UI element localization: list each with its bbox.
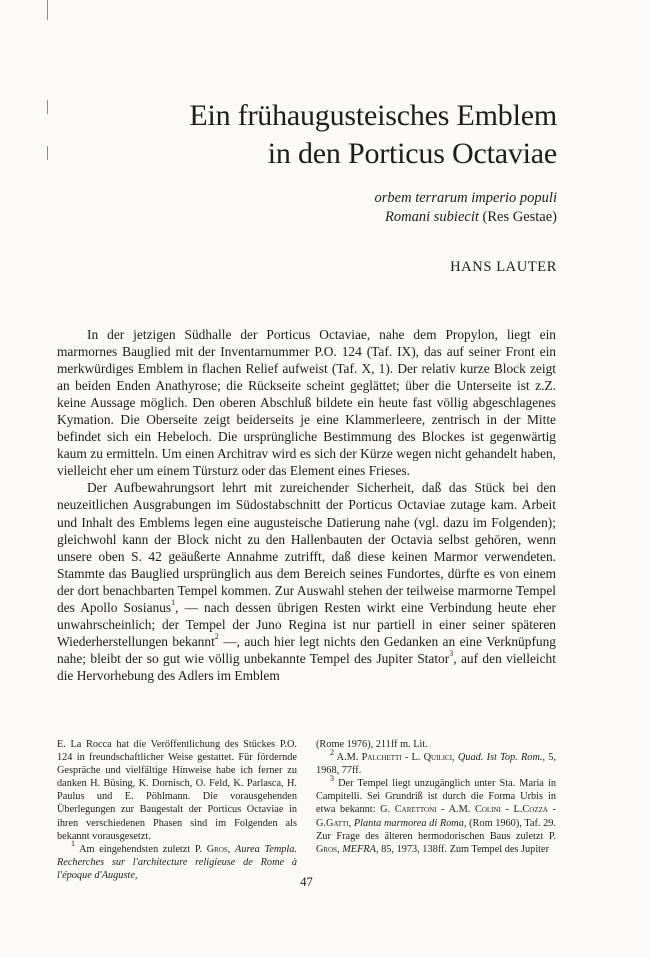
footnote-text: Der Tempel liegt unzugänglich unter Sta. Maria in Campitelli. Sei Grundriß ist durch die Forma Urbis in etwa bekannt: G. — [316, 778, 556, 816]
footnote-text: , — [348, 817, 354, 829]
footnote-text: Am eingehendsten zuletzt P. — [75, 843, 207, 855]
footnote-text: A.M. — [334, 752, 362, 764]
acknowledgement-note: E. La Rocca hat die Veröffentlichung des Stückes P.O. 124 in freundschaftlicher Weise gestattet. Für fördernde Gespräche und vielfältige Hinweise habe ich ferner zu danken H. Büsing, K. Dornisch, O. Feld, K. Parlasca, H. Paulus und E. Pöhlmann. Die vorausgehenden Überlegungen zur Baugestalt der Porticus Octaviae in ihren verschiedenen Phasen sind im Folgenden als bekannt vorausgesetzt. — [57, 739, 297, 842]
author-name: HANS LAUTER — [450, 259, 557, 275]
footnotes — [57, 738, 556, 882]
footnote-author: Carettoni - A.M. Colini - L.Cozza - G.Gatti — [316, 804, 556, 829]
paragraph-2-part: , — nach dessen übrigen Resten wirkt eine Verbindung heute eher unwahrscheinlich; der Tempel der Juno Regina ist nur partiell in einer seiner späteren Wiederherstellungen bekannt — [57, 599, 556, 649]
footnote-ref-1[interactable]: 1 — [171, 598, 176, 608]
paragraph-2-part: , auf den vielleicht die Hervorhebung des Adlers im Emblem — [57, 650, 556, 683]
footnote-work-title: Quad. Ist Top. Rom., — [457, 752, 546, 764]
footnote-author: Gros — [316, 843, 338, 855]
paragraph-1: In der jetzigen Südhalle der Porticus Octaviae, nahe dem Propylon, liegt ein marmornes Bauglied mit der Inventarnummer P.O. 124 (Taf. IX), das auf seiner Front ein merkwürdiges Emblem in flachen Relief aufweist (Taf. X, 1). Der relativ kurze Block zeigt an beiden Enden Anathyrose; die Rückseite scheint geglättet; über die Unterseite ist z.Z. keine Aussage möglich. Den oberen Abschluß bildete ein heute fast völlig abgeschlagenes Kymation. Die Oberseite zeigt beiderseits je eine Klammerleere, zentrisch in der Mitte befindet sich ein Hebeloch. Die ursprüngliche Bestimmung des Blockes ist gegenwärtig kaum zu ermitteln. Um einen Architrav wird es sich der Kürze wegen nicht gehandelt haben, vielleicht eher um einem Türsturz oder das Element eines Frieses. — [57, 327, 556, 479]
footnote-number: 1 — [71, 839, 75, 849]
footnote-2 — [316, 747, 556, 777]
paragraph-2 — [57, 479, 556, 684]
title-line-2: in den Porticus Octaviae — [267, 137, 557, 170]
epigraph-line-1: orbem terrarum imperio populi — [374, 190, 557, 206]
scan-edge-mark — [47, 100, 48, 114]
epigraph-line-2: Romani subiecit — [385, 209, 479, 225]
main-text — [57, 326, 556, 684]
footnote-number: 2 — [330, 747, 334, 757]
scan-edge-mark — [47, 0, 48, 20]
footnotes-left-column — [57, 738, 297, 882]
footnote-author: Gros — [206, 843, 228, 855]
epigraph-source: (Res Gestae) — [478, 209, 557, 225]
footnote-text: , — [452, 752, 458, 764]
footnote-text: , — [337, 843, 343, 855]
footnote-work-title: Planta marmorea di Roma, — [353, 817, 467, 829]
footnote-text: 5, 1968, 77ff. — [316, 752, 556, 777]
scan-edge-mark — [47, 146, 48, 160]
footnote-ref-2[interactable]: 2 — [214, 632, 219, 642]
footnotes-right-column — [316, 738, 556, 882]
epigraph — [375, 189, 557, 227]
footnote-3 — [316, 773, 556, 856]
footnote-ref-3[interactable]: 3 — [449, 649, 454, 659]
page-number: 47 — [300, 875, 313, 889]
footnote-text: , — [227, 843, 236, 855]
footnote-text: , 85, 1973, 138ff. Zum Tempel des Jupiter — [375, 843, 550, 855]
footnote-author: Palchetti - L. Quilici — [361, 752, 453, 764]
footnote-work-title: Aurea Templa. Recherches sur l'architecture religieuse de Rome à l'époque d'Auguste, — [57, 843, 297, 881]
title-line-1: Ein frühaugusteisches Emblem — [189, 99, 557, 132]
footnote-number: 3 — [330, 773, 334, 783]
footnote-text: (Rom 1960), Taf. 29. Zur Frage des älteren hermodorischen Baus zuletzt P. — [316, 817, 556, 842]
paragraph-2-part: Der Aufbewahrungsort lehrt mit zureichender Sicherheit, daß das Stück bei den neuzeitlichen Ausgrabungen im Südostabschnitt der Porticus Octaviae zutage kam. Arbeit und Inhalt des Emblems legen eine augusteische Datierung nahe (vgl. dazu im Folgenden); gleichwohl kann der Block nicht zu den Hallenbauten der Octavia selbst gehören, wenn unsere oben S. 42 geäußerte Annahme zutrifft, daß diese keinen Marmor verwendeten. Stammte das Bauglied ursprünglich aus dem Bereich seines Fundortes, dürfte es von einem der dort benachbarten Tempel kommen. Zur Auswahl stehen der teilweise marmorne Tempel des Apollo Sosianus — [57, 480, 556, 615]
paragraph-2-part: —, auch hier legt nichts den Gedanken an eine Verknüpfung nahe; bleibt der so gut wie völlig unbekannte Tempel des Jupiter Stator — [57, 633, 556, 666]
footnote-1-continued: (Rome 1976), 211ff m. Lit. — [316, 739, 428, 750]
article-title — [189, 97, 557, 173]
footnote-journal: MEFRA — [342, 843, 376, 855]
